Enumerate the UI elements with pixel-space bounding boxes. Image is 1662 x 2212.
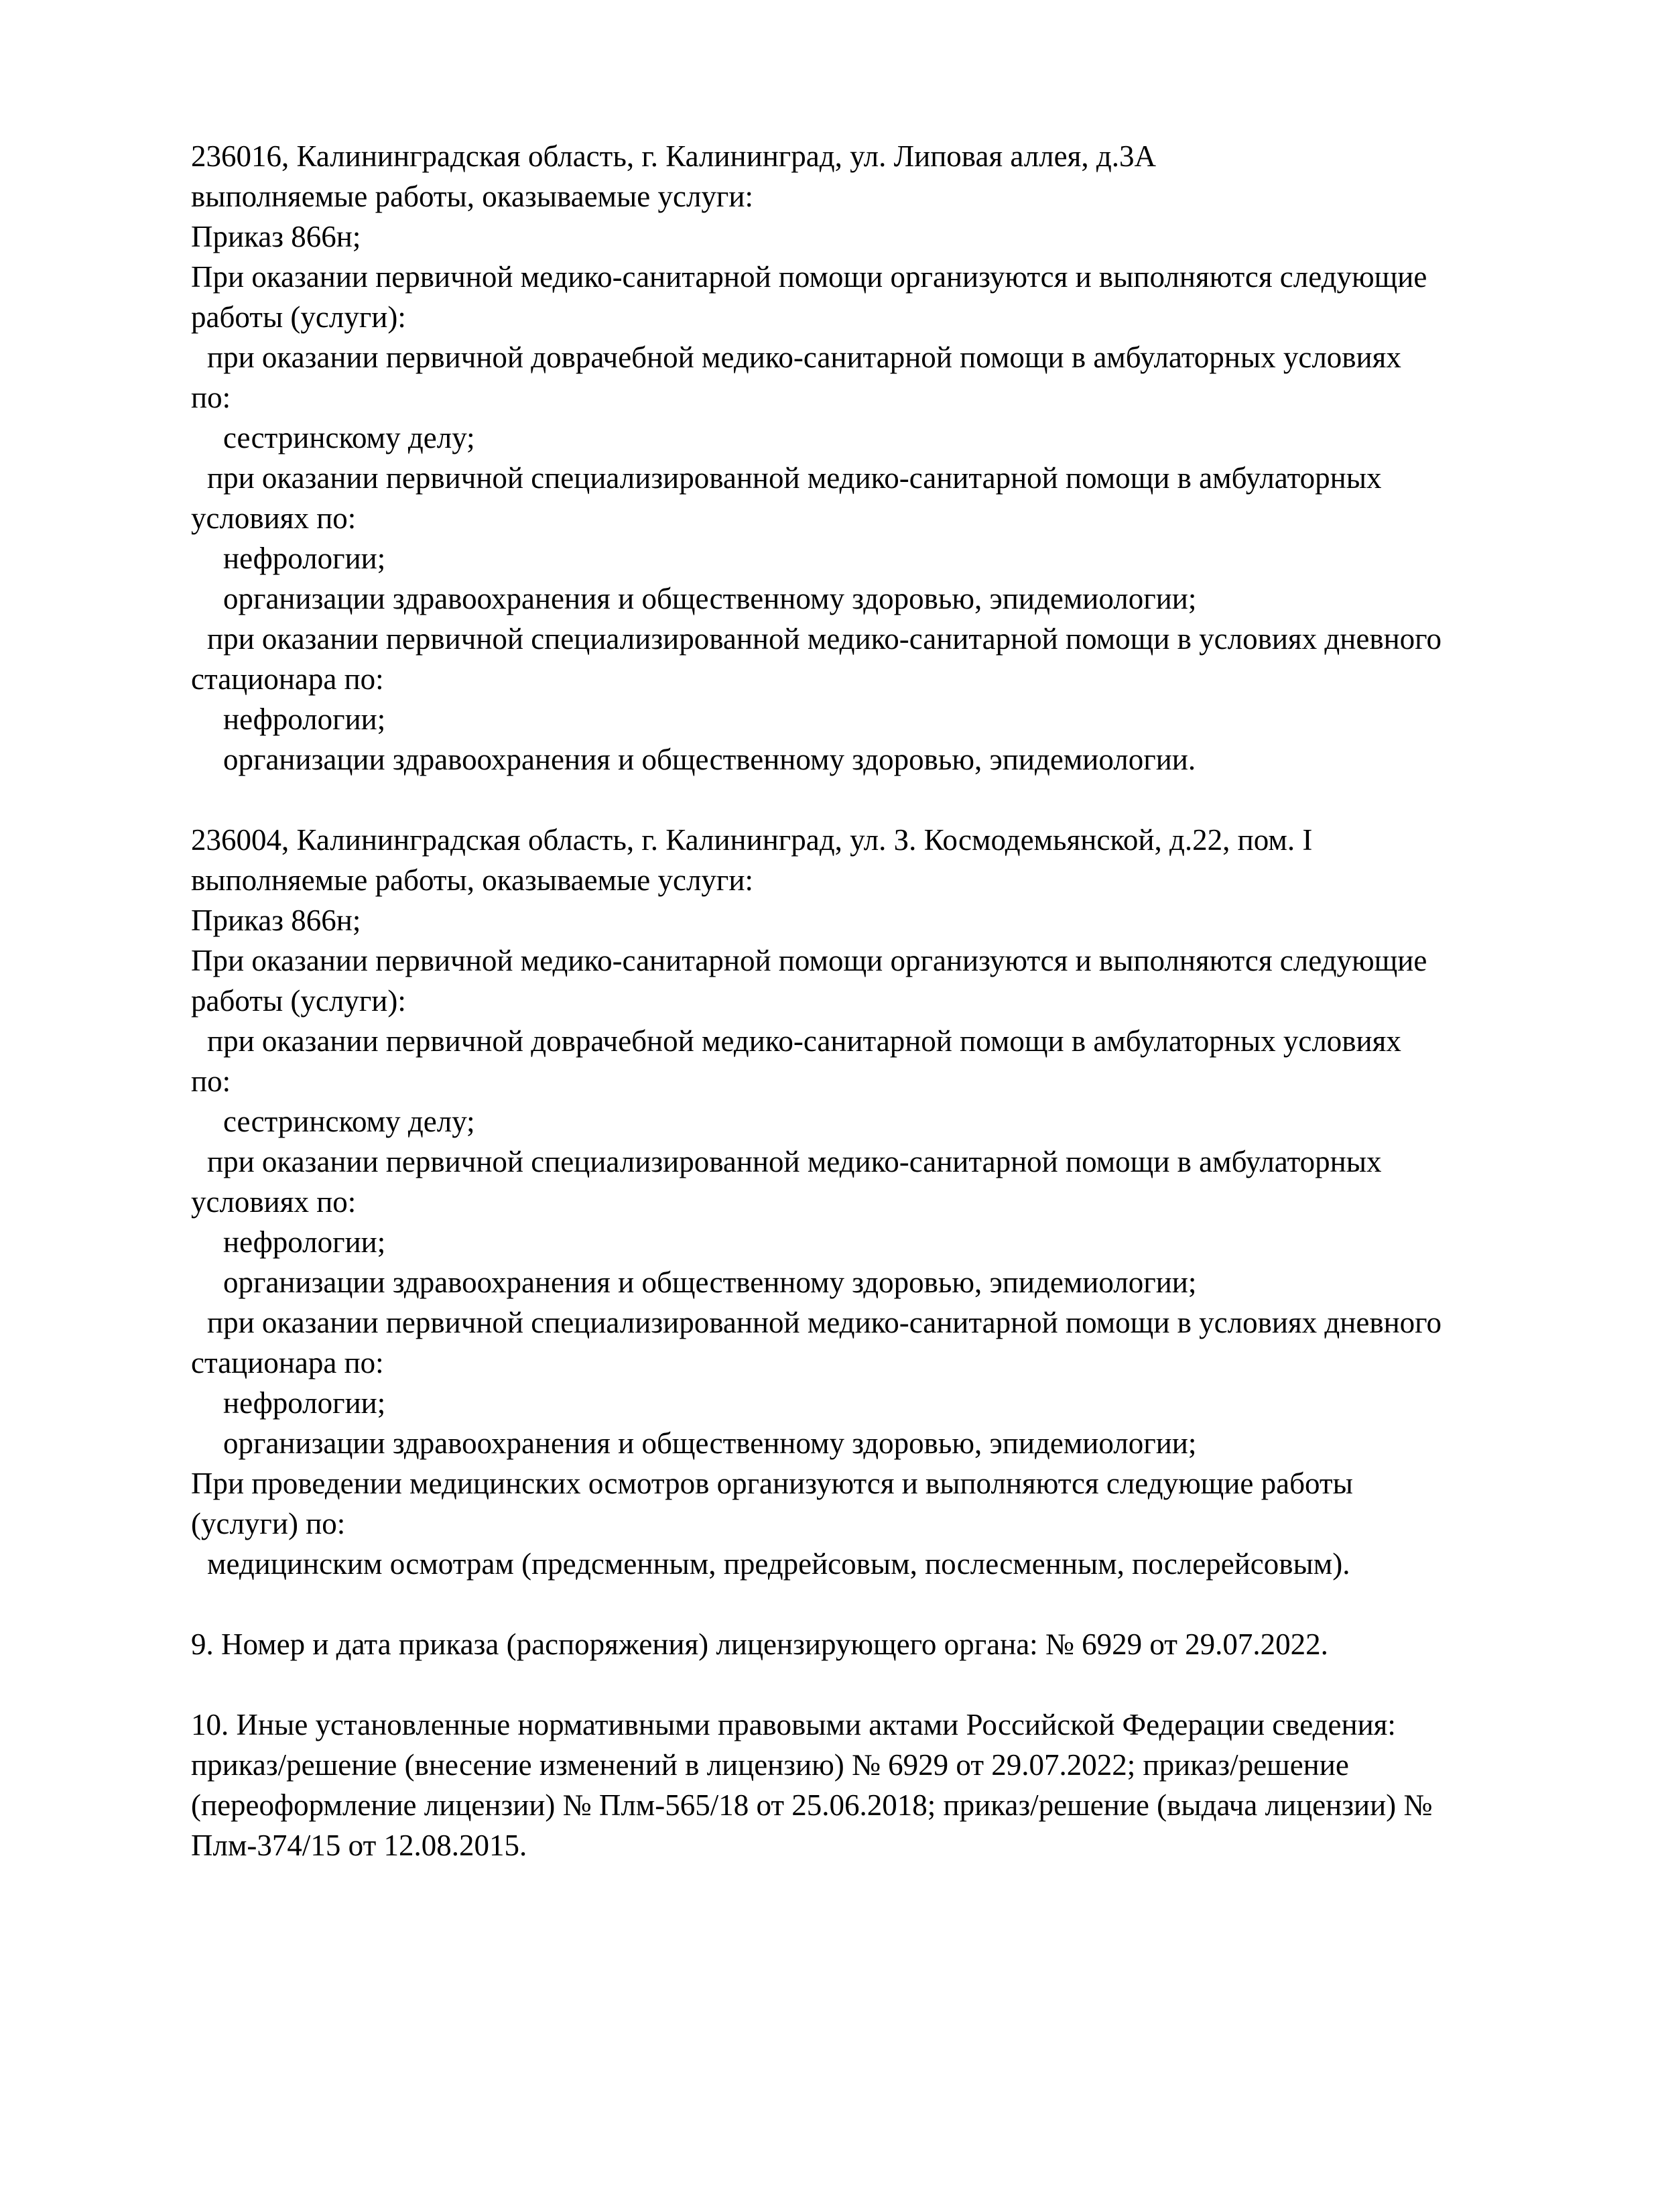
- medical-exams-line-1: При проведении медицинских осмотров организуются и выполняются следующие работы: [191, 1467, 1353, 1500]
- prehospital-line-1: при оказании первичной доврачебной медико-санитарной помощи в амбулаторных условиях: [207, 1024, 1401, 1058]
- document-page: [191, 136, 1531, 1865]
- service-item: нефрологии;: [223, 542, 386, 575]
- primary-care-line-2: работы (услуги):: [191, 984, 406, 1018]
- service-item: нефрологии;: [223, 1386, 386, 1420]
- paragraph-gap: [191, 780, 1531, 820]
- service-item: организации здравоохранения и общественному здоровью, эпидемиологии;: [223, 1426, 1197, 1460]
- section-10-line-4: Плм-374/15 от 12.08.2015.: [191, 1829, 527, 1862]
- specialized-day-line-1: при оказании первичной специализированной медико-санитарной помощи в условиях дневного: [207, 622, 1442, 656]
- specialized-day-line-2: стационара по:: [191, 1346, 384, 1379]
- service-item: сестринскому делу;: [223, 421, 475, 454]
- order-line: Приказ 866н;: [191, 220, 361, 253]
- prehospital-line-2: по:: [191, 1064, 231, 1098]
- specialized-ambulatory-line-2: условиях по:: [191, 1185, 357, 1219]
- service-item: нефрологии;: [223, 702, 386, 736]
- specialized-ambulatory-line-2: условиях по:: [191, 501, 357, 535]
- section-10-other-info: [191, 1705, 1531, 1865]
- section-10-line-2: приказ/решение (внесение изменений в лицензию) № 6929 от 29.07.2022; приказ/решение: [191, 1748, 1349, 1782]
- section-10-line-1: 10. Иные установленные нормативными правовыми актами Российской Федерации сведения:: [191, 1708, 1396, 1741]
- specialized-day-line-2: стационара по:: [191, 662, 384, 696]
- order-line: Приказ 866н;: [191, 904, 361, 937]
- service-item: медицинским осмотрам (предсменным, предрейсовым, послесменным, послерейсовым).: [207, 1547, 1350, 1581]
- primary-care-line-2: работы (услуги):: [191, 300, 406, 334]
- works-label: выполняемые работы, оказываемые услуги:: [191, 180, 753, 213]
- service-item: организации здравоохранения и общественному здоровью, эпидемиологии;: [223, 1266, 1197, 1299]
- works-label: выполняемые работы, оказываемые услуги:: [191, 863, 753, 897]
- service-item: организации здравоохранения и общественному здоровью, эпидемиологии.: [223, 743, 1196, 776]
- specialized-ambulatory-line-1: при оказании первичной специализированной медико-санитарной помощи в амбулаторных: [207, 461, 1382, 495]
- address-line: 236016, Калининградская область, г. Калининград, ул. Липовая аллея, д.3А: [191, 139, 1156, 173]
- service-item: организации здравоохранения и общественному здоровью, эпидемиологии;: [223, 582, 1197, 615]
- paragraph-gap: [191, 1664, 1531, 1705]
- primary-care-line-1: При оказании первичной медико-санитарной помощи организуются и выполняются следующие: [191, 260, 1427, 294]
- address-line: 236004, Калининградская область, г. Калининград, ул. З. Космодемьянской, д.22, пом. I: [191, 823, 1313, 857]
- section-9-order: 9. Номер и дата приказа (распоряжения) лицензирующего органа: № 6929 от 29.07.2022.: [191, 1627, 1328, 1661]
- prehospital-line-2: по:: [191, 381, 231, 414]
- service-item: сестринскому делу;: [223, 1105, 475, 1138]
- service-item: нефрологии;: [223, 1225, 386, 1259]
- address-block-1: [191, 136, 1531, 780]
- primary-care-line-1: При оказании первичной медико-санитарной помощи организуются и выполняются следующие: [191, 944, 1427, 977]
- specialized-ambulatory-line-1: при оказании первичной специализированной медико-санитарной помощи в амбулаторных: [207, 1145, 1382, 1178]
- prehospital-line-1: при оказании первичной доврачебной медико-санитарной помощи в амбулаторных условиях: [207, 341, 1401, 374]
- paragraph-gap: [191, 1584, 1531, 1624]
- address-block-2: [191, 820, 1531, 1584]
- medical-exams-line-2: (услуги) по:: [191, 1507, 346, 1540]
- section-10-line-3: (переоформление лицензии) № Плм-565/18 от 25.06.2018; приказ/решение (выдача лицензии) №: [191, 1788, 1433, 1822]
- specialized-day-line-1: при оказании первичной специализированной медико-санитарной помощи в условиях дневного: [207, 1306, 1442, 1339]
